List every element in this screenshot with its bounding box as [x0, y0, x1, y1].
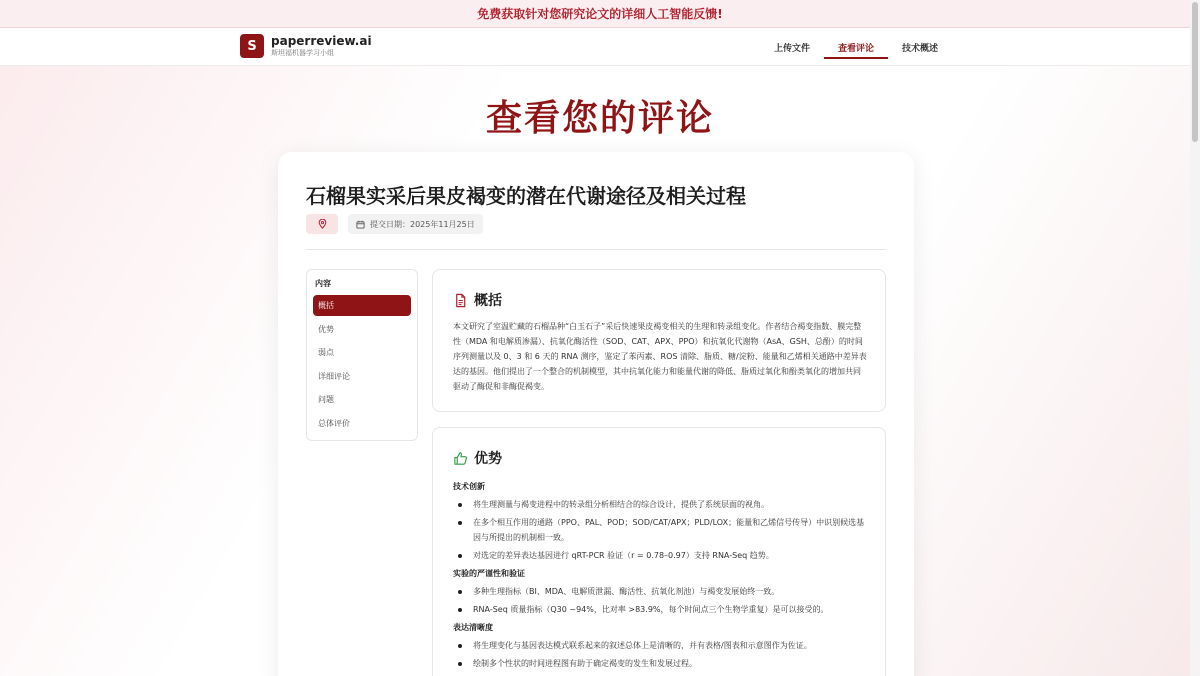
logo[interactable]: S	[240, 34, 264, 58]
toc-item-strengths[interactable]: 优势	[318, 324, 334, 334]
promo-banner	[0, 0, 1200, 28]
toc-title: 内容	[315, 279, 331, 288]
strength-group-heading: 技术创新	[453, 482, 485, 491]
strengths-body	[453, 476, 867, 674]
strengths-title: 优势	[474, 451, 502, 467]
main-nav	[760, 28, 952, 66]
location-chip	[306, 214, 338, 234]
list-item: RNA-Seq 质量指标（Q30 ~94%，比对率 >83.9%，每个时间点三个生物学重复）是可以接受的。	[453, 602, 867, 617]
toc-item-questions[interactable]: 问题	[318, 395, 334, 404]
summary-section	[432, 269, 886, 412]
brand-name[interactable]: paperreview.ai	[271, 33, 372, 48]
divider	[306, 249, 886, 250]
toc-item-detailed-comments[interactable]: 详细评论	[318, 371, 350, 381]
document-icon	[453, 293, 468, 308]
nav-upload[interactable]: 上传文件	[774, 43, 811, 54]
page-title: 查看您的评论	[485, 98, 714, 139]
brand[interactable]	[240, 34, 372, 58]
strengths-section	[432, 427, 886, 676]
list-item: 将生理变化与基因表达模式联系起来的叙述总体上是清晰的，并有表格/图表和示意图作为佐证。	[453, 638, 867, 653]
list-item: 绘制多个性状的时间进程图有助于确定褐变的发生和发展过程。	[453, 656, 867, 671]
paper-title: 石榴果实采后果皮褐变的潜在代谢途径及相关过程	[306, 184, 746, 208]
summary-text: 本文研究了室温贮藏的石榴品种“白玉石子”采后快速果皮褐变相关的生理和转录组变化。作者结合褐变指数、膜完整性（MDA 和电解质渗漏）、抗氧化酶活性（SOD、CAT、APX、PPO）和抗氧化代谢物（AsA、GSH、总酚）的时间序列测量以及 0、3 和 6 天的 RNA 测序，鉴定了苯丙素、ROS 清除、脂质、糖/淀粉、能量和乙烯相关通路中差异表达的基因。他们提出了一个整合的机制模型，其中抗氧化能力和能量代谢的降低、脂质过氧化和酚类氧化的增加共同驱动了酶促和非酶促褐变。	[453, 322, 867, 391]
brand-subtitle: 斯坦福机器学习小组	[271, 48, 334, 57]
scrollbar-thumb[interactable]	[1192, 2, 1198, 142]
list-item: 将生理测量与褐变进程中的转录组分析相结合的综合设计，提供了系统层面的视角。	[453, 497, 867, 512]
submit-date: 提交日期：2025年11月25日	[370, 219, 475, 229]
nav-view-reviews[interactable]: 查看评论	[824, 28, 888, 66]
table-of-contents	[306, 269, 418, 441]
calendar-icon	[356, 220, 365, 229]
promo-text: 免费获取针对您研究论文的详细人工智能反馈!	[477, 7, 723, 21]
page-scrollbar[interactable]	[1190, 0, 1200, 676]
list-item: 在多个相互作用的通路（PPO、PAL、POD；SOD/CAT/APX；PLD/LOX；能量和乙烯信号传导）中识别候选基因与所提出的机制相一致。	[453, 515, 867, 545]
top-navbar	[0, 28, 1200, 66]
strength-group-heading: 表达清晰度	[453, 623, 493, 632]
toc-item-summary[interactable]: 概括	[313, 295, 411, 316]
toc-item-weaknesses[interactable]: 弱点	[318, 348, 334, 357]
thumbs-up-icon	[453, 451, 468, 466]
summary-title: 概括	[474, 293, 502, 309]
toc-item-overall[interactable]: 总体评价	[318, 418, 350, 428]
strength-group-heading: 实验的严谨性和验证	[453, 569, 525, 578]
nav-tech-overview[interactable]: 技术概述	[902, 43, 939, 54]
list-item: 对选定的差异表达基因进行 qRT-PCR 验证（r = 0.78–0.97）支持 RNA-Seq 趋势。	[453, 548, 867, 563]
review-card	[278, 152, 914, 676]
location-icon	[318, 219, 327, 229]
submit-date-chip	[348, 214, 483, 234]
list-item: 多种生理指标（BI、MDA、电解质泄漏、酶活性、抗氧化剂池）与褐变发展始终一致。	[453, 584, 867, 599]
paper-meta	[306, 214, 493, 234]
